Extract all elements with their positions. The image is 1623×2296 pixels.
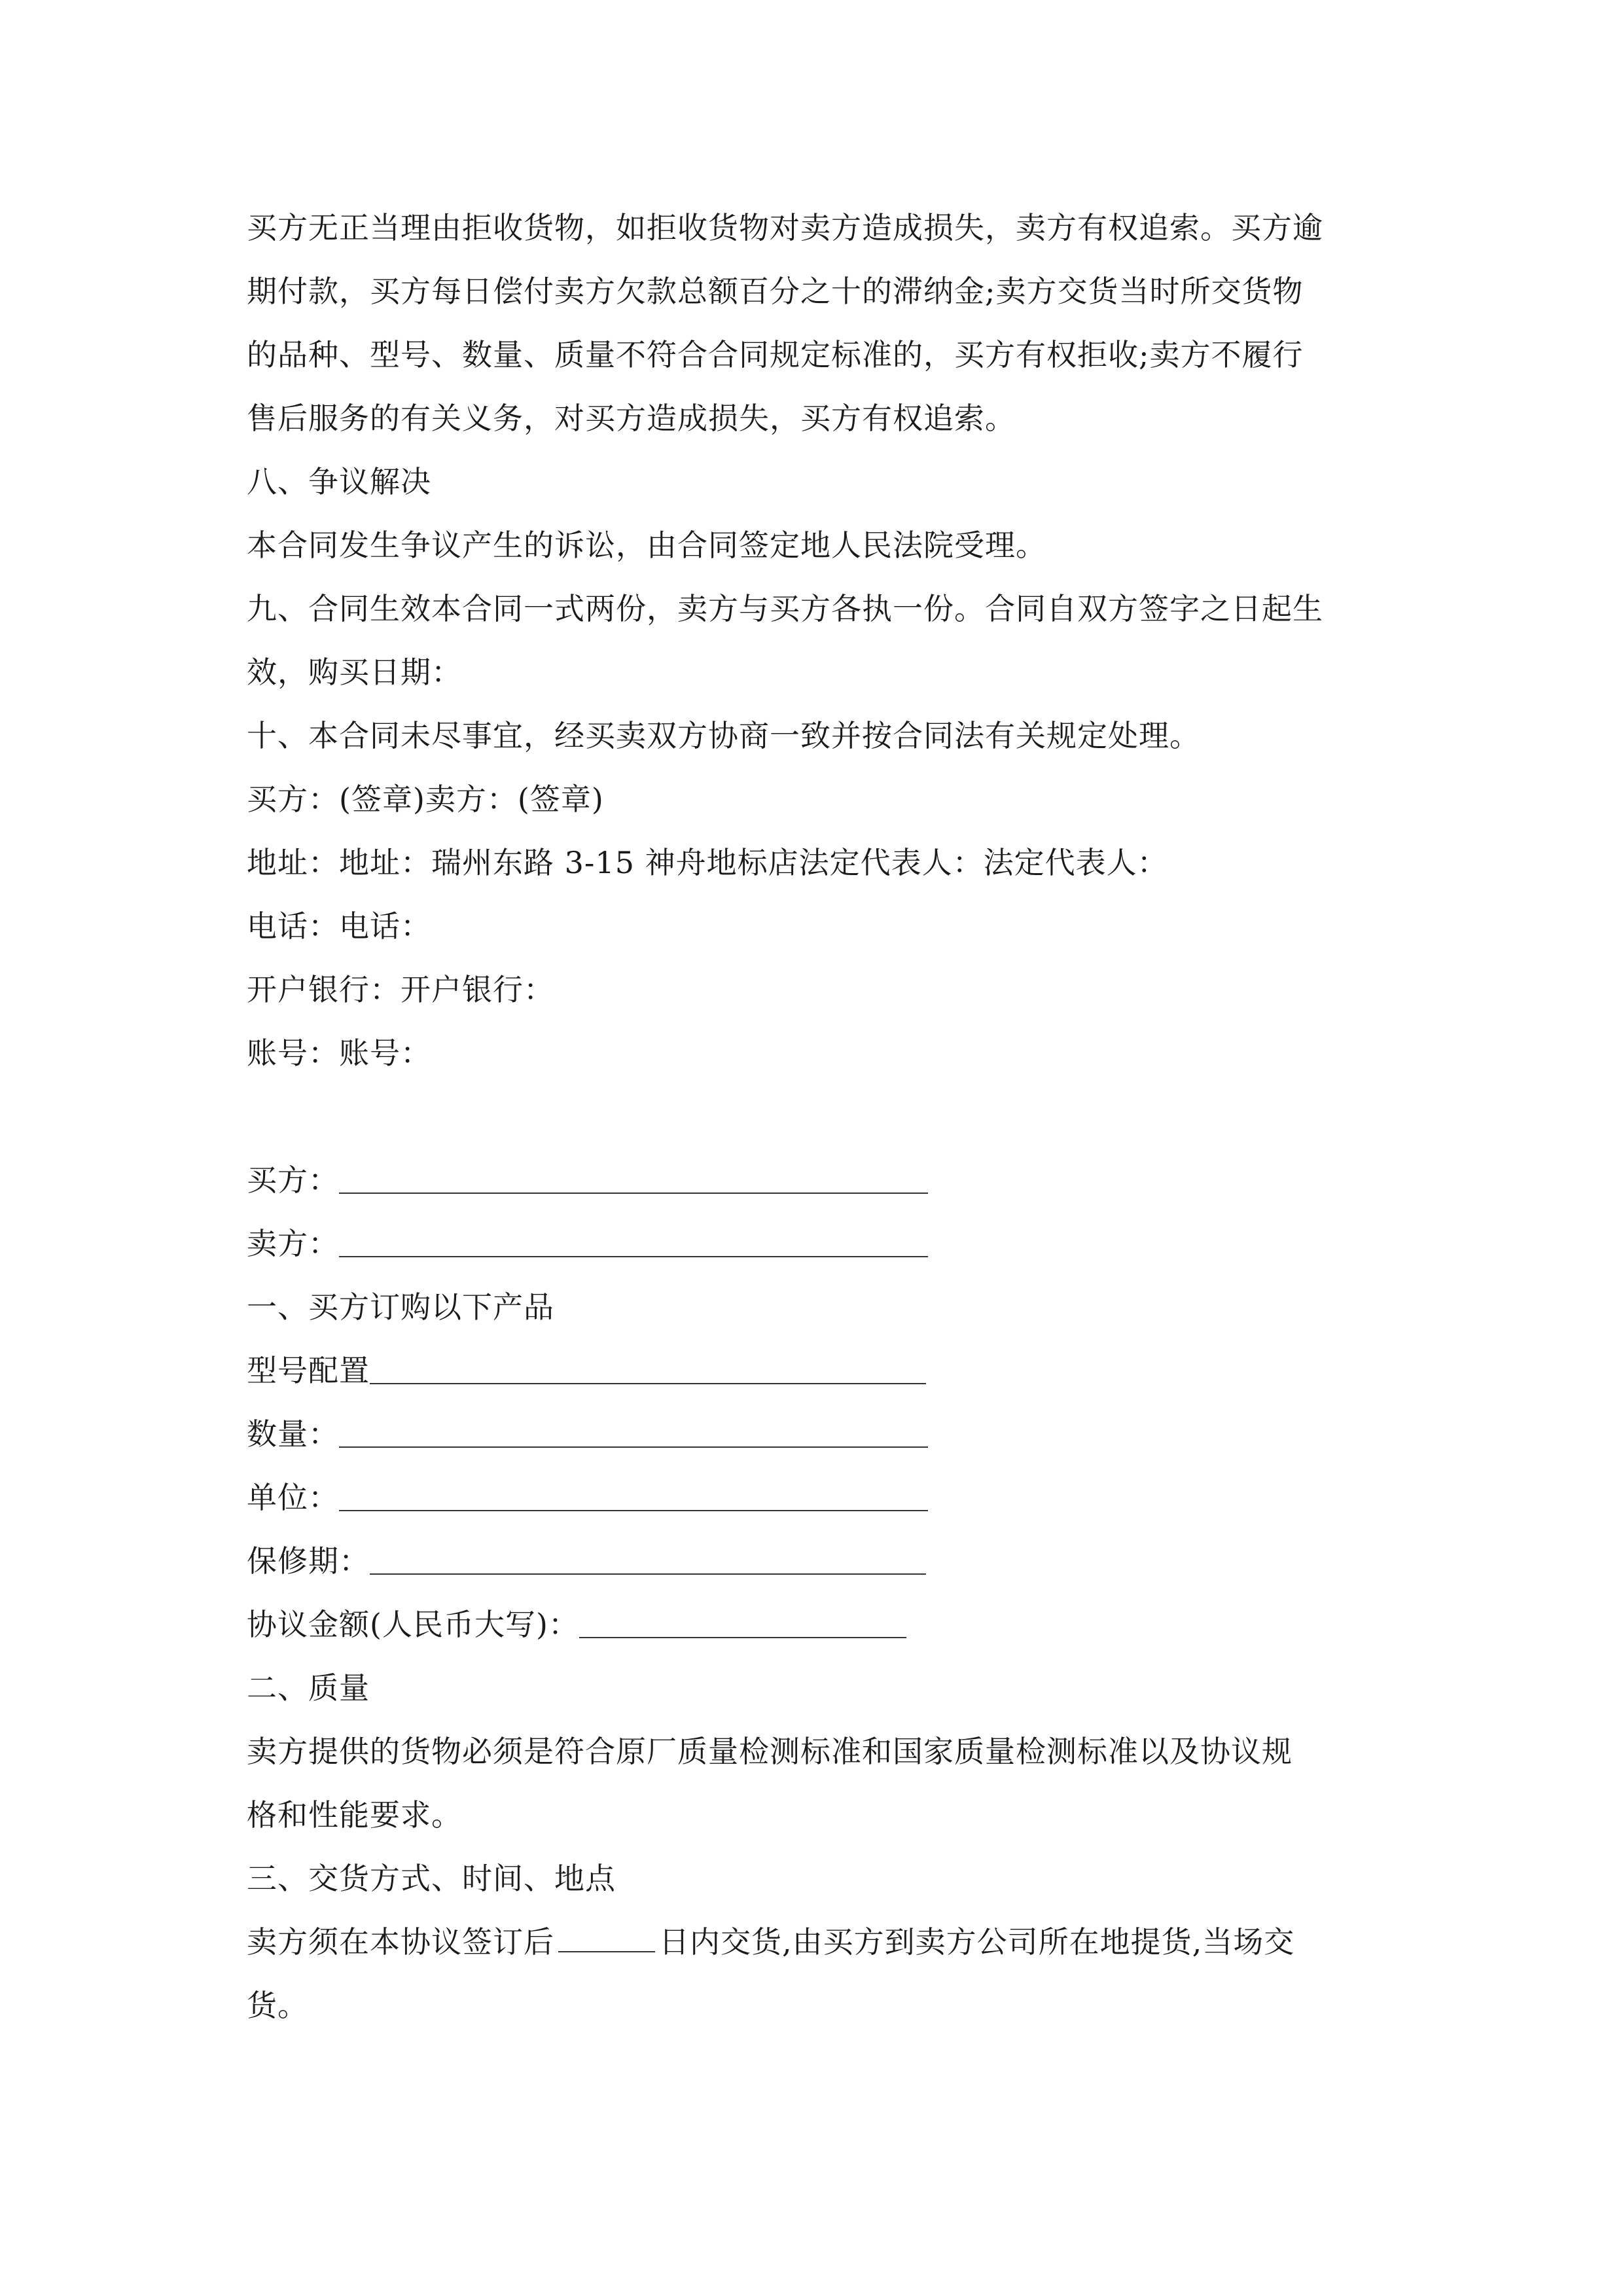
signature-line: 买方：(签章)卖方：(签章) — [247, 781, 604, 817]
model-field — [247, 1339, 1379, 1403]
paragraph-line: 格和性能要求。 — [247, 1797, 462, 1833]
paragraph-line: 效，购买日期： — [247, 655, 462, 690]
quantity-blank[interactable] — [339, 1440, 928, 1448]
warranty-blank[interactable] — [370, 1567, 926, 1575]
phone-line: 电话：电话： — [247, 908, 431, 944]
section-heading: 八、争议解决 — [247, 464, 431, 499]
buyer-field — [247, 1149, 1379, 1212]
paragraph-line: 买方无正当理由拒收货物，如拒收货物对卖方造成损失，卖方有权追索。买方逾 — [247, 210, 1323, 245]
delivery-line — [247, 1910, 1379, 1974]
paragraph-line: 本合同发生争议产生的诉讼，由合同签定地人民法院受理。 — [247, 528, 1046, 563]
delivery-days-blank[interactable] — [558, 1945, 655, 1952]
address-line: 地址：地址：瑞州东路 3-15 神舟地标店法定代表人：法定代表人： — [247, 845, 1168, 880]
blank-spacer — [247, 1085, 1379, 1149]
account-line: 账号：账号： — [247, 1035, 431, 1071]
seller-field — [247, 1212, 1379, 1276]
section-heading: 二、质量 — [247, 1670, 370, 1706]
paragraph-line: 售后服务的有关义务，对买方造成损失，买方有权追索。 — [247, 401, 1016, 436]
paragraph-line: 货。 — [247, 1988, 308, 2023]
unit-blank[interactable] — [339, 1503, 928, 1511]
document-page — [247, 196, 1379, 2037]
model-blank[interactable] — [370, 1376, 926, 1384]
section-heading: 三、交货方式、时间、地点 — [247, 1861, 616, 1896]
amount-label: 协议金额(人民币大写)： — [247, 1607, 579, 1642]
unit-field — [247, 1466, 1379, 1530]
delivery-text-before: 卖方须在本协议签订后 — [247, 1924, 554, 1960]
warranty-label: 保修期： — [247, 1543, 370, 1579]
amount-blank[interactable] — [579, 1630, 906, 1638]
paragraph-line: 的品种、型号、数量、质量不符合合同规定标准的，买方有权拒收;卖方不履行 — [247, 337, 1304, 372]
buyer-label: 买方： — [247, 1162, 339, 1198]
model-label: 型号配置 — [247, 1353, 370, 1388]
paragraph-line: 卖方提供的货物必须是符合原厂质量检测标准和国家质量检测标准以及协议规 — [247, 1734, 1293, 1769]
paragraph-line: 九、合同生效本合同一式两份，卖方与买方各执一份。合同自双方签字之日起生 — [247, 591, 1323, 626]
amount-field — [247, 1593, 1379, 1657]
paragraph-line: 十、本合同未尽事宜，经买卖双方协商一致并按合同法有关规定处理。 — [247, 718, 1200, 753]
seller-label: 卖方： — [247, 1226, 339, 1261]
quantity-label: 数量： — [247, 1416, 339, 1452]
seller-blank[interactable] — [339, 1249, 928, 1257]
delivery-text-after: 日内交货,由买方到卖方公司所在地提货,当场交 — [659, 1924, 1295, 1960]
warranty-field — [247, 1530, 1379, 1593]
paragraph-line: 期付款，买方每日偿付卖方欠款总额百分之十的滞纳金;卖方交货当时所交货物 — [247, 274, 1304, 309]
unit-label: 单位： — [247, 1480, 339, 1515]
buyer-blank[interactable] — [339, 1186, 928, 1194]
bank-line: 开户银行：开户银行： — [247, 972, 554, 1007]
section-heading: 一、买方订购以下产品 — [247, 1289, 554, 1325]
quantity-field — [247, 1403, 1379, 1466]
